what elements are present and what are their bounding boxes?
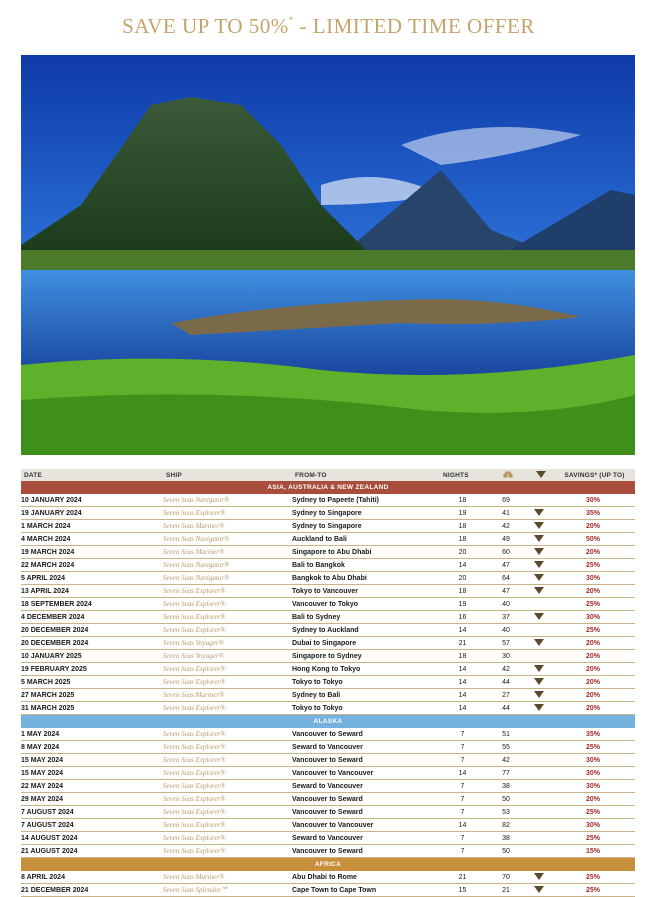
cell-date: 19 FEBRUARY 2025 [21,665,87,673]
cell-route: Sydney to Bali [292,691,341,699]
cell-ship: Seven Seas Explorer® [163,834,226,842]
triangle-down-icon [534,509,544,516]
cell-nights: 7 [460,795,465,803]
cell-savings: 20% [585,548,600,556]
cell-route: Seward to Vancouver [292,743,363,751]
cell-savings: 35% [585,509,600,517]
cell-triangle [527,730,551,737]
cell-triangle [527,535,551,542]
table-row [21,676,635,689]
cell-savings: 20% [585,795,600,803]
table-row [21,819,635,832]
table-row [21,663,635,676]
cell-nights: 21 [458,873,467,881]
cell-route: Sydney to Singapore [292,509,362,517]
cell-savings: 25% [585,886,600,894]
cell-ship: Seven Seas Explorer® [163,743,226,751]
cell-nights: 7 [460,808,465,816]
cell-savings: 35% [585,730,600,738]
cell-nights: 14 [458,665,467,673]
region-header: ASIA, AUSTRALIA & NEW ZEALAND [21,481,635,494]
cell-value: 37 [502,613,510,621]
cell-savings: 30% [585,769,600,777]
triangle-down-icon [534,886,544,893]
cell-savings: 30% [585,613,600,621]
cell-triangle [527,756,551,763]
cell-nights: 7 [460,730,465,738]
cell-savings: 20% [585,652,600,660]
cell-value: 41 [502,509,510,517]
cell-ship: Seven Seas Mariner® [163,548,225,556]
cell-date: 5 APRIL 2024 [21,574,65,582]
cell-route: Vancouver to Seward [292,756,363,764]
cell-route: Vancouver to Vancouver [292,769,374,777]
hero-image [21,55,635,455]
cell-triangle [527,574,551,581]
cell-route: Cape Town to Cape Town [292,886,377,894]
table-row [21,767,635,780]
cell-date: 8 APRIL 2024 [21,873,65,881]
cell-route: Seward to Vancouver [292,834,363,842]
table-row [21,507,635,520]
cell-date: 29 MAY 2024 [21,795,64,803]
cell-date: 18 SEPTEMBER 2024 [21,600,92,608]
cell-route: Tokyo to Vancouver [292,587,358,595]
cell-ship: Seven Seas Explorer® [163,821,226,829]
cell-triangle [527,691,551,698]
cell-ship: Seven Seas Explorer® [163,613,226,621]
cell-nights: 14 [458,678,467,686]
cell-value: 49 [502,535,510,543]
cell-value: 51 [502,730,510,738]
table-row [21,871,635,884]
cell-date: 4 DECEMBER 2024 [21,613,85,621]
cell-date: 20 DECEMBER 2024 [21,639,89,647]
cell-route: Vancouver to Seward [292,808,363,816]
cell-value: 50 [502,795,510,803]
table-row [21,780,635,793]
cell-route: Auckland to Bali [292,535,347,543]
cell-savings: 25% [585,743,600,751]
cell-date: 1 MAY 2024 [21,730,60,738]
cell-date: 5 MARCH 2025 [21,678,71,686]
cell-route: Vancouver to Seward [292,730,363,738]
cell-value: 27 [502,691,510,699]
cell-ship: Seven Seas Splendor℠ [163,886,229,894]
cell-value: 77 [502,769,510,777]
cell-ship: Seven Seas Explorer® [163,730,226,738]
table-row [21,793,635,806]
cell-triangle [527,561,551,568]
cell-value: 50 [502,847,510,855]
cell-nights: 14 [458,704,467,712]
cell-value: 42 [502,756,510,764]
triangle-down-icon [534,678,544,685]
cell-savings: 30% [585,821,600,829]
cell-route: Vancouver to Seward [292,847,363,855]
cruise-table [21,469,635,897]
cell-savings: 20% [585,704,600,712]
cell-nights: 18 [458,535,467,543]
cell-triangle [527,496,551,503]
cell-ship: Seven Seas Explorer® [163,678,226,686]
cell-date: 8 MAY 2024 [21,743,60,751]
cell-triangle [527,834,551,841]
cell-ship: Seven Seas Explorer® [163,600,226,608]
cell-date: 10 JANUARY 2025 [21,652,82,660]
cell-date: 22 MAY 2024 [21,782,64,790]
cell-route: Seward to Vancouver [292,782,363,790]
cell-nights: 20 [458,574,467,582]
cell-route: Bangkok to Abu Dhabi [292,574,367,582]
cell-ship: Seven Seas Navigator® [163,535,230,543]
table-row [21,598,635,611]
cell-ship: Seven Seas Navigator® [163,574,230,582]
cell-nights: 14 [458,821,467,829]
cell-ship: Seven Seas Explorer® [163,626,226,634]
cell-nights: 18 [458,652,467,660]
cell-value: 60 [502,548,510,556]
triangle-down-icon [534,535,544,542]
cell-nights: 14 [458,691,467,699]
cell-date: 15 MAY 2024 [21,769,64,777]
cell-triangle [527,509,551,516]
cell-nights: 20 [458,548,467,556]
cell-date: 21 DECEMBER 2024 [21,886,89,894]
table-row [21,728,635,741]
cell-value: 55 [502,743,510,751]
cell-savings: 20% [585,639,600,647]
cell-ship: Seven Seas Explorer® [163,769,226,777]
cell-route: Vancouver to Vancouver [292,821,374,829]
region-header: AFRICA [21,858,635,871]
cell-nights: 21 [458,639,467,647]
table-row [21,689,635,702]
page-headline: SAVE UP TO 50%* - LIMITED TIME OFFER [122,14,535,38]
cell-value: 40 [502,626,510,634]
cell-ship: Seven Seas Explorer® [163,808,226,816]
cell-value: 82 [502,821,510,829]
cell-ship: Seven Seas Explorer® [163,509,226,517]
cell-route: Singapore to Sydney [292,652,362,660]
cell-savings: 15% [585,847,600,855]
cell-date: 27 MARCH 2025 [21,691,75,699]
cell-savings: 20% [585,691,600,699]
cell-nights: 18 [458,522,467,530]
cell-route: Abu Dhabi to Rome [292,873,357,881]
table-row [21,702,635,715]
table-row [21,520,635,533]
cell-route: Bali to Sydney [292,613,341,621]
table-row [21,611,635,624]
table-row [21,559,635,572]
table-header [21,469,635,481]
cell-triangle [527,847,551,854]
cell-savings: 30% [585,496,600,504]
cell-savings: 25% [585,834,600,842]
cell-date: 20 DECEMBER 2024 [21,626,89,634]
cell-date: 7 AUGUST 2024 [21,808,74,816]
cell-ship: Seven Seas Explorer® [163,847,226,855]
cell-ship: Seven Seas Explorer® [163,795,226,803]
cell-nights: 18 [458,587,467,595]
cell-nights: 7 [460,743,465,751]
triangle-down-icon [534,574,544,581]
table-row [21,572,635,585]
cell-savings: 50% [585,535,600,543]
triangle-down-icon [534,587,544,594]
header-ship: SHIP [166,471,182,479]
cell-savings: 20% [585,678,600,686]
header-date: DATE [24,471,43,479]
header-nights: NIGHTS [443,471,469,479]
cell-ship: Seven Seas Explorer® [163,704,226,712]
cell-ship: Seven Seas Voyager® [163,652,224,660]
cell-nights: 14 [458,769,467,777]
cell-savings: 25% [585,626,600,634]
cell-triangle [527,665,551,672]
cell-triangle [527,769,551,776]
binoculars-icon [485,471,527,480]
table-body [21,481,635,897]
cell-ship: Seven Seas Explorer® [163,756,226,764]
cell-route: Sydney to Papeete (Tahiti) [292,496,379,504]
region-header: ALASKA [21,715,635,728]
cell-value: 44 [502,678,510,686]
cell-triangle [527,626,551,633]
cell-value: 69 [502,496,510,504]
cell-date: 22 MARCH 2024 [21,561,75,569]
cell-date: 4 MARCH 2024 [21,535,71,543]
cell-triangle [527,587,551,594]
cell-triangle [527,886,551,893]
cell-value: 38 [502,834,510,842]
table-row [21,845,635,858]
cell-value: 44 [502,704,510,712]
cell-value: 42 [502,665,510,673]
table-row [21,884,635,897]
cell-triangle [527,613,551,620]
cell-savings: 25% [585,873,600,881]
header-route: FROM-TO [295,471,327,479]
triangle-down-icon [534,548,544,555]
triangle-down-icon [534,691,544,698]
cell-ship: Seven Seas Explorer® [163,587,226,595]
cell-route: Tokyo to Tokyo [292,678,343,686]
cell-savings: 30% [585,782,600,790]
cell-date: 15 MAY 2024 [21,756,64,764]
cell-date: 19 JANUARY 2024 [21,509,82,517]
cell-nights: 15 [458,886,467,894]
cell-ship: Seven Seas Mariner® [163,691,225,699]
cell-route: Sydney to Auckland [292,626,359,634]
cell-ship: Seven Seas Voyager® [163,639,224,647]
cell-route: Sydney to Singapore [292,522,362,530]
triangle-down-icon [534,639,544,646]
cell-nights: 19 [458,509,467,517]
cell-savings: 20% [585,587,600,595]
table-row [21,533,635,546]
cell-triangle [527,600,551,607]
cell-value: 40 [502,600,510,608]
triangle-down-icon [534,522,544,529]
table-row [21,624,635,637]
cell-date: 19 MARCH 2024 [21,548,75,556]
cell-savings: 25% [585,808,600,816]
triangle-down-icon [527,471,551,478]
table-row [21,637,635,650]
cell-nights: 7 [460,782,465,790]
cell-triangle [527,782,551,789]
cell-ship: Seven Seas Navigator® [163,561,230,569]
cell-date: 1 MARCH 2024 [21,522,71,530]
cell-triangle [527,873,551,880]
cell-nights: 19 [458,600,467,608]
cell-savings: 25% [585,561,600,569]
cell-savings: 30% [585,756,600,764]
table-row [21,494,635,507]
cell-triangle [527,652,551,659]
cell-value: 53 [502,808,510,816]
triangle-down-icon [534,873,544,880]
cell-nights: 7 [460,834,465,842]
cell-nights: 14 [458,626,467,634]
cell-date: 14 AUGUST 2024 [21,834,78,842]
cell-triangle [527,548,551,555]
table-row [21,650,635,663]
table-row [21,741,635,754]
cell-nights: 7 [460,847,465,855]
cell-triangle [527,743,551,750]
cell-value: 47 [502,561,510,569]
cell-value: 42 [502,522,510,530]
cell-savings: 20% [585,665,600,673]
cell-ship: Seven Seas Explorer® [163,665,226,673]
cell-nights: 16 [458,613,467,621]
cell-route: Vancouver to Tokyo [292,600,358,608]
cell-savings: 20% [585,522,600,530]
header-savings: SAVINGS* (UP TO) [564,471,625,479]
table-row [21,832,635,845]
cell-nights: 18 [458,496,467,504]
cell-route: Tokyo to Tokyo [292,704,343,712]
cell-route: Singapore to Abu Dhabi [292,548,372,556]
cell-value: 30 [502,652,510,660]
cell-ship: Seven Seas Navigator® [163,496,230,504]
cell-triangle [527,522,551,529]
cell-date: 7 AUGUST 2024 [21,821,74,829]
cell-triangle [527,808,551,815]
cell-triangle [527,678,551,685]
cell-date: 21 AUGUST 2024 [21,847,78,855]
landscape-photo [21,55,635,455]
cell-route: Hong Kong to Tokyo [292,665,361,673]
cell-triangle [527,795,551,802]
triangle-down-icon [534,613,544,620]
cell-ship: Seven Seas Explorer® [163,782,226,790]
cell-value: 64 [502,574,510,582]
table-row [21,806,635,819]
triangle-down-icon [534,561,544,568]
cell-date: 13 APRIL 2024 [21,587,69,595]
cell-route: Bali to Bangkok [292,561,345,569]
cell-route: Dubai to Singapore [292,639,357,647]
cell-ship: Seven Seas Mariner® [163,873,225,881]
cell-ship: Seven Seas Mariner® [163,522,225,530]
cell-savings: 30% [585,574,600,582]
cell-route: Vancouver to Seward [292,795,363,803]
cell-value: 21 [502,886,510,894]
cell-nights: 7 [460,756,465,764]
cell-value: 47 [502,587,510,595]
cell-triangle [527,821,551,828]
triangle-down-icon [534,665,544,672]
cell-savings: 25% [585,600,600,608]
cell-triangle [527,704,551,711]
table-row [21,546,635,559]
cell-date: 31 MARCH 2025 [21,704,75,712]
cell-nights: 14 [458,561,467,569]
table-row [21,754,635,767]
cell-value: 70 [502,873,510,881]
triangle-down-icon [534,704,544,711]
table-row [21,585,635,598]
cell-date: 10 JANUARY 2024 [21,496,82,504]
cell-value: 38 [502,782,510,790]
cell-value: 57 [502,639,510,647]
cell-triangle [527,639,551,646]
